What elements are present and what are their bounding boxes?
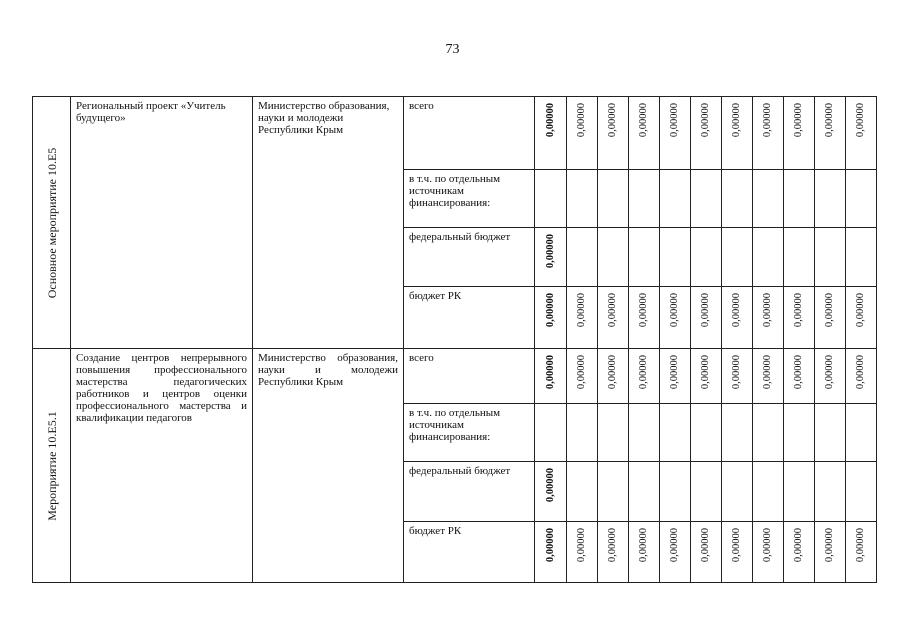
budget-table — [32, 96, 877, 583]
value-cell — [629, 287, 660, 349]
source-label: бюджет РК — [404, 287, 535, 349]
year-value: 0,00000 — [669, 293, 680, 328]
value-cell — [660, 349, 691, 404]
year-value: 0,00000 — [855, 103, 866, 138]
value-cell — [753, 97, 784, 170]
year-value: 0,00000 — [824, 103, 835, 138]
value-cell — [815, 522, 846, 583]
value-cell — [691, 522, 722, 583]
source-label: федеральный бюджет — [404, 462, 535, 522]
year-value: 0,00000 — [700, 293, 711, 328]
value-cell — [567, 287, 598, 349]
value-cell — [784, 97, 815, 170]
value-cell — [660, 97, 691, 170]
value-cell — [535, 228, 567, 287]
year-value: 0,00000 — [824, 293, 835, 328]
value-cell — [722, 349, 753, 404]
value-cell — [535, 349, 567, 404]
year-value: 0,00000 — [855, 355, 866, 390]
year-value: 0,00000 — [669, 355, 680, 390]
year-value: 0,00000 — [700, 528, 711, 563]
year-value: 0,00000 — [793, 355, 804, 390]
year-value: 0,00000 — [607, 103, 618, 138]
activity-code: Мероприятие 10.Е5.1 — [44, 410, 59, 521]
value-cell — [815, 97, 846, 170]
value-cell — [598, 287, 629, 349]
activity-name: Региональный проект «Учитель будущего» — [71, 97, 253, 349]
year-value: 0,00000 — [793, 103, 804, 138]
value-cell — [660, 522, 691, 583]
source-label: в т.ч. по отдельным источникам финансирования: — [404, 170, 535, 228]
year-value: 0,00000 — [607, 355, 618, 390]
value-cell — [629, 349, 660, 404]
value-cell — [753, 349, 784, 404]
table-row — [33, 349, 877, 404]
source-label: всего — [404, 349, 535, 404]
value-cell — [691, 287, 722, 349]
value-cell — [722, 522, 753, 583]
value-cell — [598, 349, 629, 404]
year-value: 0,00000 — [576, 293, 587, 328]
source-label: всего — [404, 97, 535, 170]
year-value: 0,00000 — [762, 528, 773, 563]
value-cell — [784, 349, 815, 404]
value-cell — [784, 522, 815, 583]
value-cell — [722, 287, 753, 349]
year-value: 0,00000 — [638, 355, 649, 390]
value-cell — [753, 522, 784, 583]
value-cell — [535, 522, 567, 583]
value-cell — [846, 287, 877, 349]
year-value: 0,00000 — [855, 528, 866, 563]
value-cell — [753, 287, 784, 349]
year-value: 0,00000 — [731, 103, 742, 138]
year-value: 0,00000 — [855, 293, 866, 328]
year-value: 0,00000 — [762, 293, 773, 328]
year-value: 0,00000 — [576, 355, 587, 390]
value-cell — [846, 349, 877, 404]
year-value: 0,00000 — [669, 103, 680, 138]
year-value: 0,00000 — [762, 355, 773, 390]
activity-code-cell — [33, 97, 71, 349]
activity-code-cell — [33, 349, 71, 583]
federal-value: 0,00000 — [544, 234, 556, 269]
table-row — [33, 97, 877, 170]
page-number: 73 — [445, 42, 460, 57]
year-value: 0,00000 — [793, 293, 804, 328]
executor: Министерство образования, науки и молодежи Республики Крым — [253, 349, 404, 583]
source-label: федеральный бюджет — [404, 228, 535, 287]
activity-name: Создание центров непрерывного повышения профессионального мастерства педагогических работников и центров оценки профессионального мастерства и квалификации педагогов — [71, 349, 253, 583]
year-value: 0,00000 — [824, 528, 835, 563]
value-cell — [535, 97, 567, 170]
federal-value: 0,00000 — [544, 468, 556, 503]
total-value: 0,00000 — [544, 103, 556, 138]
value-cell — [629, 522, 660, 583]
year-value: 0,00000 — [576, 528, 587, 563]
year-value: 0,00000 — [700, 103, 711, 138]
value-cell — [598, 97, 629, 170]
year-value: 0,00000 — [607, 528, 618, 563]
executor: Министерство образования, науки и молодежи Республики Крым — [253, 97, 404, 349]
value-cell — [598, 522, 629, 583]
value-cell — [567, 522, 598, 583]
year-value: 0,00000 — [669, 528, 680, 563]
value-cell — [535, 287, 567, 349]
value-cell — [815, 287, 846, 349]
value-cell — [846, 522, 877, 583]
year-value: 0,00000 — [638, 528, 649, 563]
year-value: 0,00000 — [638, 103, 649, 138]
value-cell — [846, 97, 877, 170]
year-value: 0,00000 — [824, 355, 835, 390]
value-cell — [722, 97, 753, 170]
year-value: 0,00000 — [731, 528, 742, 563]
year-value: 0,00000 — [638, 293, 649, 328]
year-value: 0,00000 — [731, 355, 742, 390]
year-value: 0,00000 — [576, 103, 587, 138]
rk-value: 0,00000 — [544, 528, 556, 563]
value-cell — [629, 97, 660, 170]
value-cell — [691, 349, 722, 404]
source-label: бюджет РК — [404, 522, 535, 583]
value-cell — [567, 97, 598, 170]
year-value: 0,00000 — [731, 293, 742, 328]
source-label: в т.ч. по отдельным источникам финансирования: — [404, 404, 535, 462]
year-value: 0,00000 — [793, 528, 804, 563]
year-value: 0,00000 — [607, 293, 618, 328]
year-value: 0,00000 — [700, 355, 711, 390]
value-cell — [567, 349, 598, 404]
year-value: 0,00000 — [762, 103, 773, 138]
rk-value: 0,00000 — [544, 293, 556, 328]
activity-code: Основное мероприятие 10.Е5 — [44, 147, 59, 298]
value-cell — [535, 462, 567, 522]
value-cell — [660, 287, 691, 349]
value-cell — [691, 97, 722, 170]
total-value: 0,00000 — [544, 355, 556, 390]
value-cell — [784, 287, 815, 349]
value-cell — [815, 349, 846, 404]
